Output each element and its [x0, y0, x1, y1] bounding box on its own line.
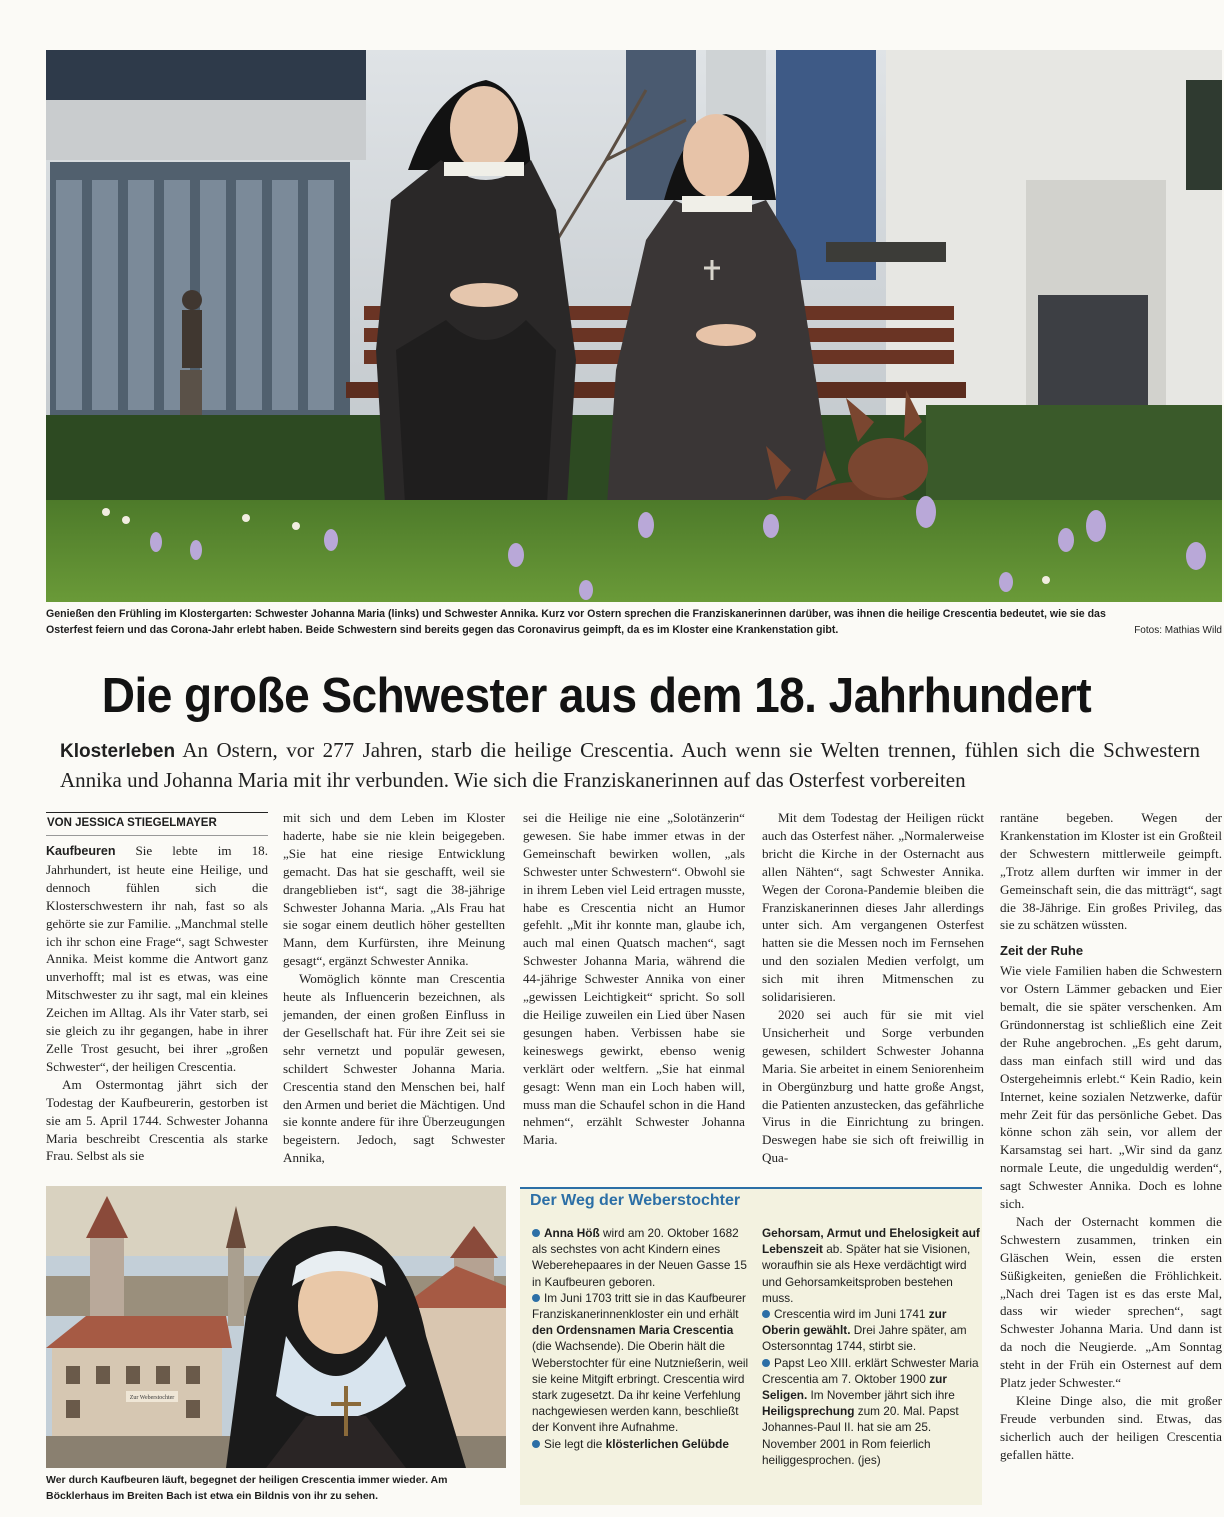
timeline-item — [532, 1225, 750, 1290]
crescentia-painting-photo — [46, 1186, 506, 1468]
photo-credit: Fotos: Mathias Wild — [1134, 625, 1222, 636]
bullet-icon — [762, 1359, 770, 1367]
painting-illustration — [46, 1186, 506, 1468]
painting-caption: Wer durch Kaufbeuren läuft, begegnet der heiligen Crescentia immer wieder. Am Böcklerhaus im Breiten Bach ist etwa ein Bildnis von ihr zu sehen. — [46, 1474, 448, 1502]
paragraph: Mit dem Todestag der Heiligen rückt auch das Osterfest näher. „Normalerweise bricht die Kirche in der Osternacht aus allen Nähten“, sagt Schwester Annika. Wegen der Corona-Pandemie bleiben die Franziskanerinnen dieses Jahr allerdings unter sich. Am vergangenen Osterfest hatten sie die Messen noch im Fernsehen und den sozialen Medien verfolgt, um sich mit ihren Mitmenschen zu solidarisieren. — [762, 810, 984, 1005]
deck — [60, 736, 1200, 794]
item-text: Sie legt die — [544, 1436, 606, 1451]
item-bold: Gehorsam, Armut und Ehelosigkeit auf Lebenszeit — [762, 1226, 980, 1257]
headline: Die große Schwester aus dem 18. Jahrhundert — [101, 669, 1092, 723]
timeline-item — [762, 1225, 980, 1306]
item-bold: Anna Höß — [544, 1226, 600, 1240]
article-column-4 — [762, 809, 984, 1167]
photo-caption-text: Genießen den Frühling im Klostergarten: Schwester Johanna Maria (links) und Schwester Annika. Kurz vor Ostern sprechen die Franziskanerinnen darüber, was ihnen die heilige Crescentia bedeutet, wie sie das Osterfest feiern und das Corona-Jahr erlebt haben. Beide Schwestern sind bereits gegen das Coronavirus geimpft, da es im Kloster eine Krankenstation gibt. — [46, 608, 1106, 636]
dateline: Kaufbeuren — [46, 844, 116, 858]
item-text: Papst Leo XIII. erklärt Schwester Maria Crescentia am 7. Oktober 1900 — [762, 1355, 979, 1386]
paragraph: Womöglich könnte man Crescentia heute als Influencerin bezeichnen, als jemanden, der einen großen Einfluss in der Gesellschaft hat. Für ihre Zeit sei sie sehr vernetzt und populär gewesen, schildert Schwester Johanna Maria. Crescentia stand den Menschen bei, half den Armen und beriet die Mächtigen. Und sie konnte andere für ihre Überzeugungen begeistern. Jedoch, sagt Schwester Annika, — [283, 971, 505, 1166]
item-text: wird am 20. Oktober 1682 als sechstes von acht Kindern eines Weberehepaares in der Neuen Gasse 15 in Kaufbeuren geboren. — [532, 1226, 747, 1289]
bullet-icon — [532, 1229, 540, 1237]
bullet-icon — [532, 1294, 540, 1302]
paragraph: sei die Heilige nie eine „Solotänzerin“ gewesen. Sie habe immer etwas in der Gemeinschaft bewirken wollen, „als Schwester unter Schwestern“. Obwohl sie in ihrem Leben viel Leid ertragen musste, habe es Crescentia nicht an Humor gefehlt. „Mit ihr konnte man, glaube ich, auch mal einen Quatsch machen“, sagt Schwester Johanna Maria, während die 44-jährige Schwester Annika von einer „gewissen Leichtigkeit“ spricht. So soll die Heilige zuweilen ein Lied über Nasen gesungen haben. Verbissen habe sie keineswegs gewirkt, ebenso wenig verklärt oder weltfern. „Sie hat einmal gesagt: Wenn man ein Loch haben will, muss man die Schaufel schon in die Hand nehmen“, erzählt Schwester Johanna Maria. — [523, 810, 745, 1148]
paragraph: Nach der Osternacht kommen die Schwestern zusammen, trinken ein Gläschen Wein, essen die ersten Süßigkeiten, genießen die Fröhlichkeit. „Nach drei Tagen ist es das erste Mal, dass wir wieder sprechen“, sagt Schwester Johanna Maria. Und dann ist da noch die Neugierde. „Am Sonntag steht in der Früh ein Osternest auf dem Platz jeder Schwester.“ — [1000, 1213, 1222, 1391]
timeline-item — [532, 1290, 750, 1436]
item-text: Crescentia wird im Juni 1741 — [774, 1307, 929, 1322]
info-box — [520, 1187, 982, 1505]
item-bold: zur Seligen. — [762, 1371, 947, 1403]
paragraph: 2020 sei auch für sie mit viel Unsicherheit und Sorge verbunden gewesen, schildert Schwester Johanna Maria. Sie arbeitet in einem Seniorenheim in Obergünzburg und hatte große Angst, die Patienten anzustecken, das gefährliche Virus in die Einrichtung zu bringen. Deswegen habe sie sich oft freiwillig in Qua- — [762, 1006, 984, 1166]
timeline-item — [762, 1355, 980, 1468]
item-text: Im Juni 1703 tritt sie in das Kaufbeurer Franziskanerinnenkloster ein und erhält — [532, 1290, 746, 1322]
photo-caption — [46, 606, 1222, 640]
bullet-icon — [762, 1310, 770, 1318]
item-bold: Heiligsprechung — [762, 1404, 855, 1419]
subheading: Zeit der Ruhe — [1000, 943, 1084, 959]
article-column-5 — [1000, 809, 1222, 1464]
info-box-title: Der Weg der Weberstochter — [530, 1192, 741, 1209]
paragraph — [46, 842, 268, 1076]
item-bold: zur Oberin gewählt. — [762, 1307, 947, 1338]
timeline-item — [762, 1306, 980, 1355]
lead-photo — [46, 50, 1222, 602]
paragraph: Wie viele Familien haben die Schwestern vor Ostern Lämmer gebacken und Eier bemalt, die sie später verschenken. Am Gründonnerstag ist schließlich eine Zeit der Ruhe angebrochen. „Es geht darum, dass man einfach still wird und das Ostergeheimnis erlebt.“ Kein Radio, kein Internet, keine sozialen Netzwerke, dafür mehr Zeit für das persönliche Gebet. Das könne schon zäh sein, vor allem der Karsamstag sei hart. „Wir sind da ganz normale Leute, die ungeduldig werden“, sagt Schwester Annika. Doch es lohne sich. — [1000, 963, 1222, 1212]
item-bold: den Ordensnamen Maria Crescentia — [532, 1323, 734, 1338]
item-text: Drei Jahre später, am Ostersonntag 1744, stirbt sie. — [762, 1323, 967, 1354]
article-column-3 — [523, 809, 745, 1149]
paragraph: Am Ostermontag jährt sich der Todestag der Kaufbeurerin, gestorben ist sie am 5. April 1744. Schwester Johanna Maria beschreibt Crescentia als starke Frau. Selbst als sie — [46, 1076, 268, 1164]
deck-text: An Ostern, vor 277 Jahren, starb die heilige Crescentia. Auch wenn sie Welten trennen, fühlen sich die Schwestern Annika und Johanna Maria mit ihr verbunden. Wie sich die Franziskanerinnen auf das Osterfest vorbereiten — [60, 738, 1200, 792]
byline: VON JESSICA STIEGELMAYER — [46, 812, 268, 836]
painting-sign: Zur Weberstochter — [129, 1395, 175, 1401]
info-box-column-right — [762, 1225, 980, 1468]
lead-photo-illustration — [46, 50, 1222, 602]
item-bold: klösterlichen Gelübde — [605, 1436, 729, 1451]
article-column-1 — [46, 842, 268, 1165]
item-text: Im November jährt sich ihre — [807, 1388, 955, 1403]
paragraph-text: Sie lebte im 18. Jahrhundert, ist heute eine Heilige, und dennoch fühlen sich die Klosterschwestern ihr nah, fast so als gehörte sie zur Familie. „Manchmal stelle ich ihr schon eine Frage“, sagt Schwester Annika. Meist komme die Antwort ganz unverhofft; mal ist es etwas, was eine Mitschwester zu ihr sagt, mal ein kleines Zeichen im Alltag. Als ihr Vater starb, sei sie gleich zu ihr gegangen, habe in ihrer Zelle Trost gesucht, bei ihrer „großen Schwester“, der heiligen Crescentia. — [46, 843, 268, 1074]
item-text: ab. Später hat sie Visionen, woraufhin sie als Hexe verdächtigt wird und Gehorsamkeitsproben bestehen muss. — [762, 1242, 971, 1305]
paragraph: Kleine Dinge also, die mit großer Freude verbunden sind. Etwas, das sicherlich auch der heiligen Crescentia gefallen hätte. — [1000, 1393, 1222, 1462]
statue — [180, 290, 202, 430]
deck-kicker: Klosterleben — [60, 741, 176, 762]
timeline-item — [532, 1436, 750, 1452]
info-box-column-left — [532, 1225, 750, 1452]
paragraph: rantäne begeben. Wegen der Krankenstation im Kloster ist ein Großteil der Schwestern mittlerweile geimpft. „Trotz allem durften wir immer in der Gemeinschaft sein, die das mitträgt“, sagt die 38-Jährige. Ein großes Privileg, das sie zu schätzen wüssten. — [1000, 810, 1222, 933]
bullet-icon — [532, 1440, 540, 1448]
paragraph: mit sich und dem Leben im Kloster haderte, habe sie nie klein beigegeben. „Sie hat eine riesige Entwicklung gemacht. Das hat sie geschafft, weil sie drangeblieben ist“, sagt die 38-jährige Schwester Johanna Maria. „Als Frau hat sie sogar einem deutlich höher gestellten Mann, dem Kurfürsten, ihre Meinung gesagt“, ergänzt Schwester Annika. — [283, 810, 505, 969]
article-column-2 — [283, 809, 505, 1167]
item-text: (die Wachsende). Die Oberin hält die Weberstochter für eine Nutznießerin, weil sie keine Mitgift erbringt. Crescentia wird stark zugesetzt. Da ihr keine Verfehlung nachgewiesen werden kann, beschließt der Konvent ihre Aufnahme. — [532, 1339, 749, 1435]
item-text: zum 20. Mal. Papst Johannes-Paul II. hat sie am 25. November 2001 in Rom feierlich heiliggesprochen. (jes) — [762, 1404, 959, 1467]
